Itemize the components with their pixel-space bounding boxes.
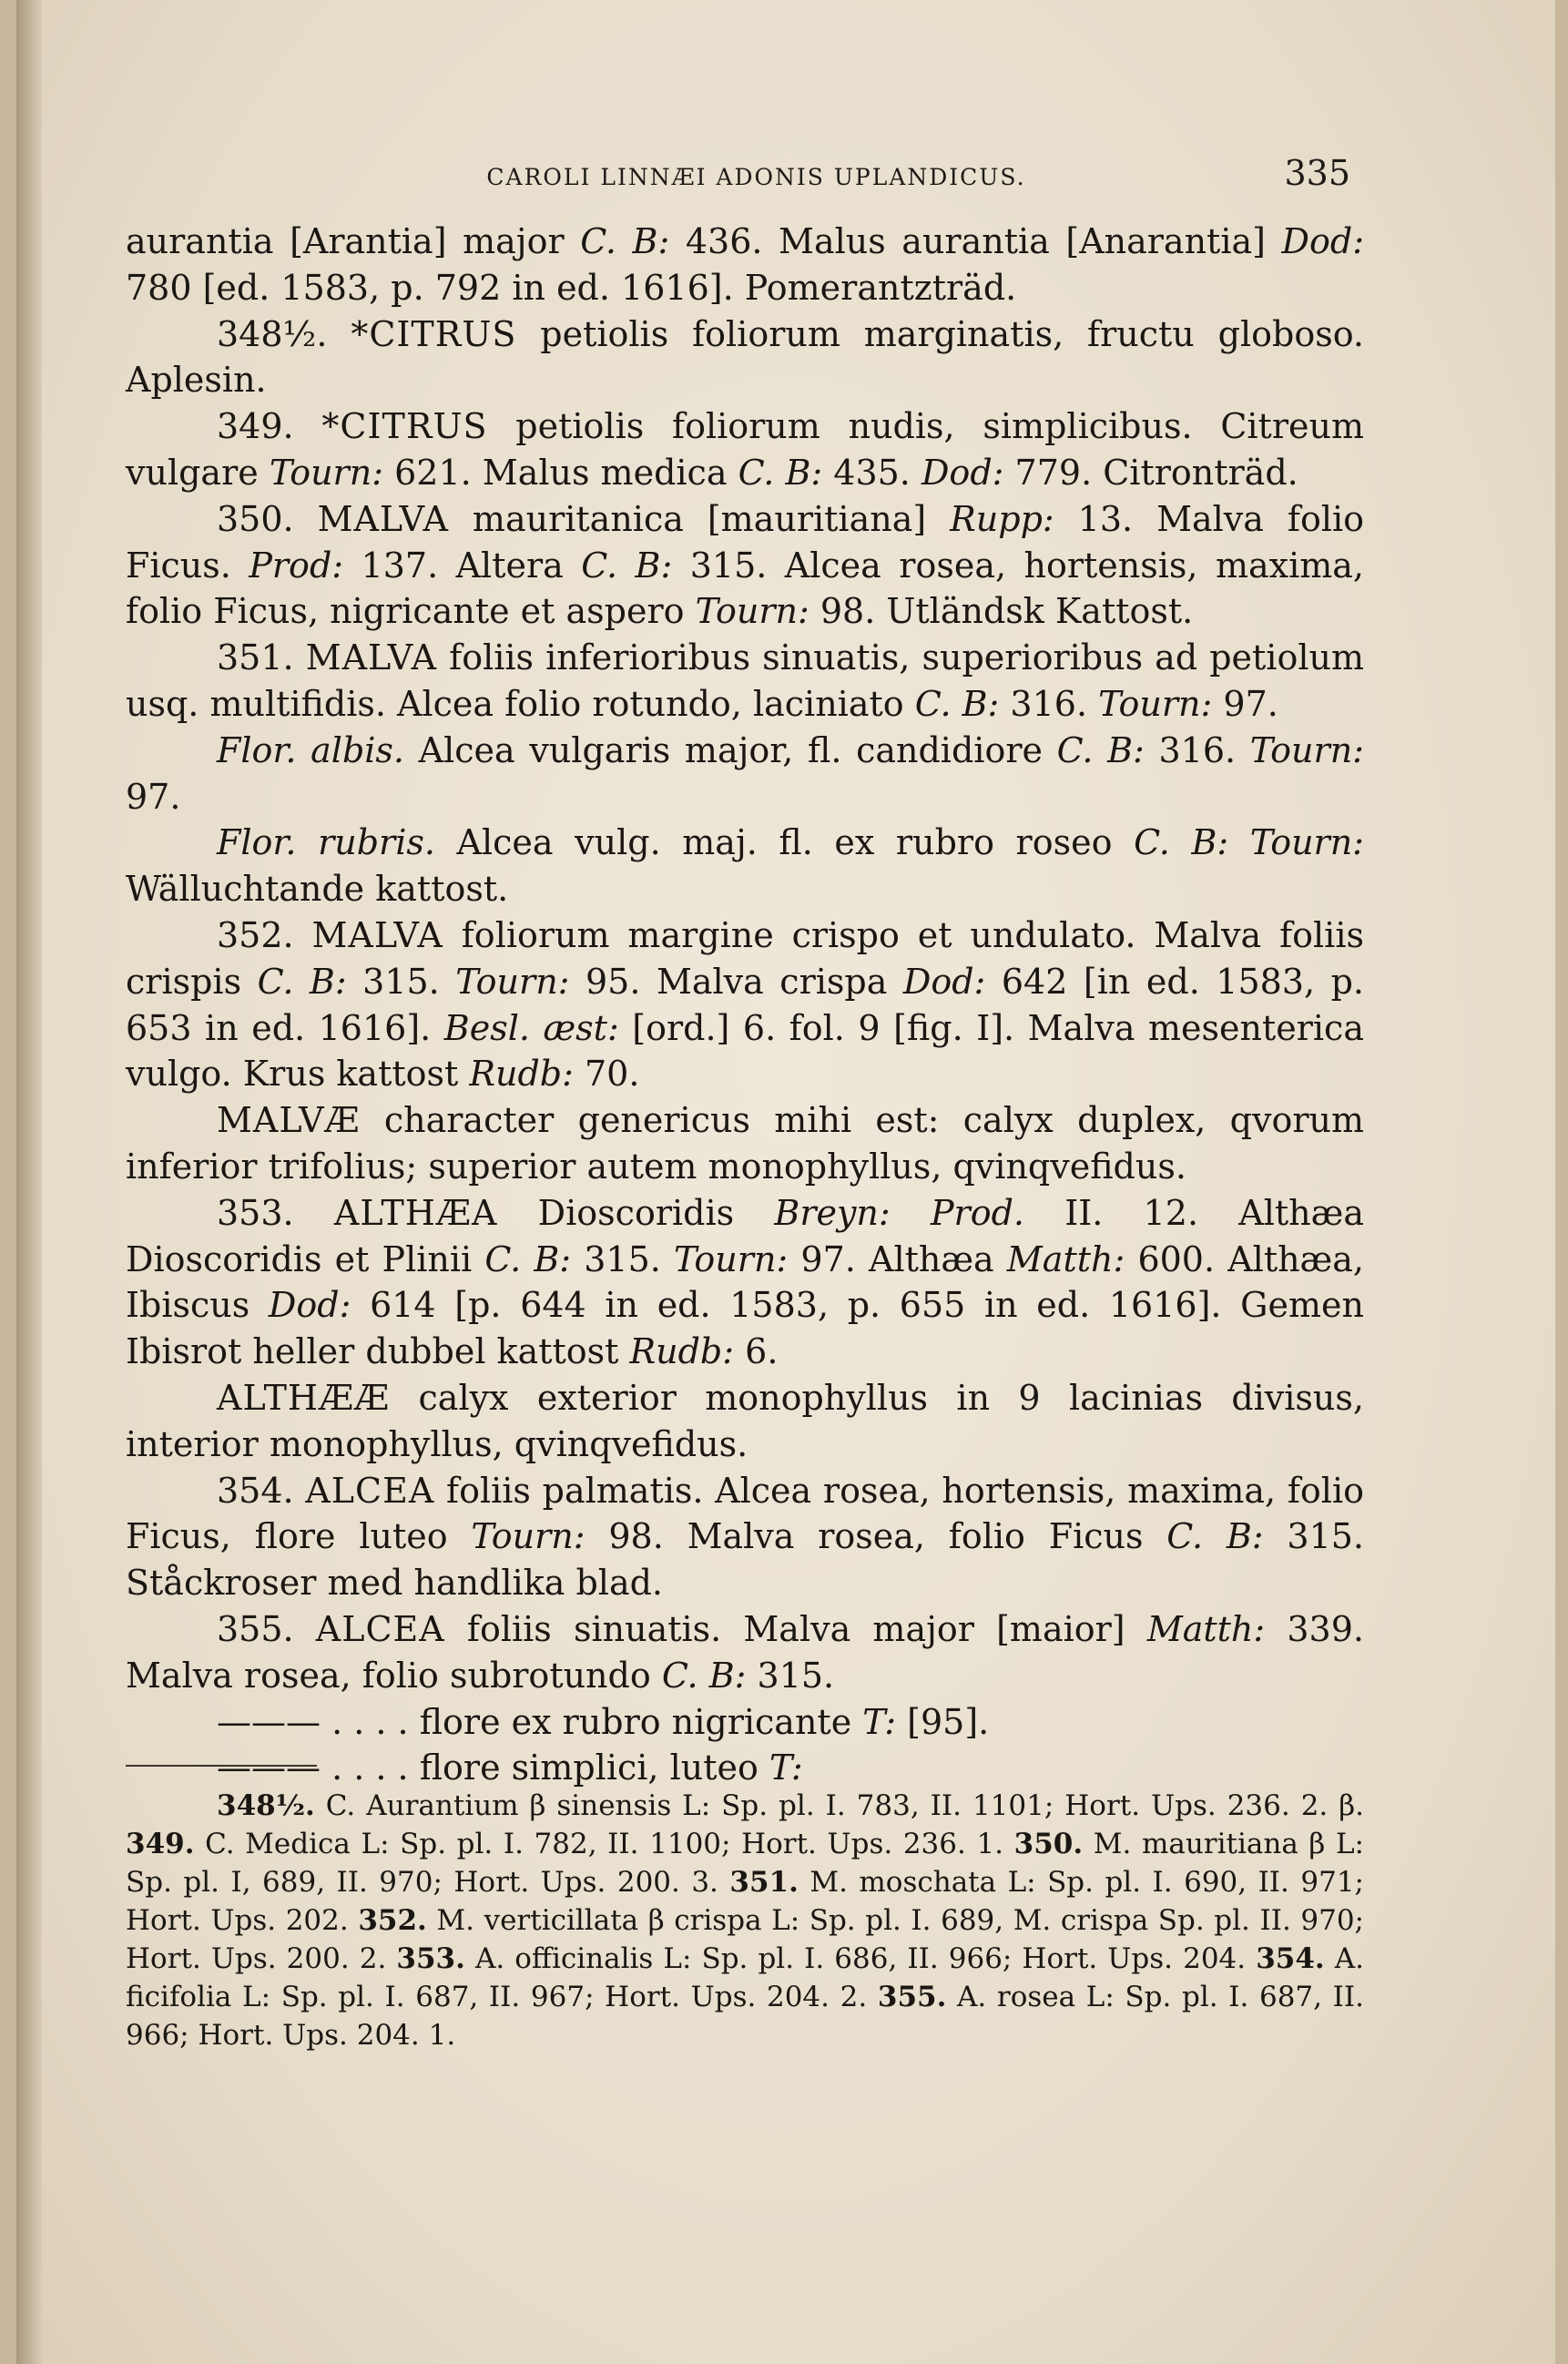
running-head [162, 153, 1350, 208]
entry-351-variety-albis: Flor. albis. Alcea vulgaris major, fl. candidiore C. B: 316. Tourn: 97. [126, 729, 1364, 817]
entry-349: 349. *CITRUS petiolis foliorum nudis, simplicibus. Citreum vulgare Tourn: 621. Malus medica C. B: 435. Dod: 779. Citronträd. [126, 406, 1364, 493]
footnote-divider [126, 1765, 317, 1767]
malvae-character: MALVÆ character genericus mihi est: calyx duplex, qvorum inferior trifolius; superior autem monophyllus, qvinqvefidus. [126, 1100, 1364, 1187]
althaeae-character: ALTHÆÆ calyx exterior monophyllus in 9 lacinias divisus, interior monophyllus, qvinqvefidus. [126, 1377, 1364, 1464]
footnote-paragraph: 348½. C. Aurantium β sinensis L: Sp. pl. I. 783, II. 1101; Hort. Ups. 236. 2. β. 349. C. Medica L: Sp. pl. I. 782, II. 1100; Hort. Ups. 236. 1. 350. M. mauritiana β L: Sp. pl. I, 689, II. 970; Hort. Ups. 200. 3. 351. M. moschata L: Sp. pl. I. 690, II. 971; Hort. Ups. 202. 352. M. verticillata β crispa L: Sp. pl. I. 689, M. crispa Sp. pl. II. 970; Hort. Ups. 200. 2. 353. A. officinalis L: Sp. pl. I. 686, II. 966; Hort. Ups. 204. 354. A. ficifolia L: Sp. pl. I. 687, II. 967; Hort. Ups. 204. 2. 355. A. rosea L: Sp. pl. I. 687, II. 966; Hort. Ups. 204. 1. [126, 1789, 1364, 2052]
entry-355: 355. ALCEA foliis sinuatis. Malva major [maior] Matth: 339. Malva rosea, folio subrotundo C. B: 315. [126, 1608, 1364, 1696]
entry-352: 352. MALVA foliorum margine crispo et undulato. Malva foliis crispis C. B: 315. Tourn: 95. Malva crispa Dod: 642 [in ed. 1583, p. 653 in ed. 1616]. Besl. æst: [ord.] 6. fol. 9 [fig. I]. Malva mesenterica vulgo. Krus kattost Rudb: 70. [126, 914, 1364, 1095]
entry-354: 354. ALCEA foliis palmatis. Alcea rosea, hortensis, maxima, folio Ficus, flore luteo Tourn: 98. Malva rosea, folio Ficus C. B: 315. Ståckroser med handlika blad. [126, 1470, 1365, 1604]
main-text [126, 219, 1364, 1791]
entry-351-variety-rubris: Flor. rubris. Alcea vulg. maj. fl. ex rubro roseo C. B: Tourn: Wälluchtande kattost. [126, 822, 1364, 910]
page-spine-shadow [16, 0, 42, 2364]
entry-355-variety-2: ——— . . . . flore simplici, luteo T: [217, 1748, 803, 1788]
running-head-title: CAROLI LINNÆI ADONIS UPLANDICUS. [486, 164, 1026, 190]
entry-355-variety-1: ——— . . . . flore ex rubro nigricante T: [95]. [217, 1701, 990, 1742]
entry-351: 351. MALVA foliis inferioribus sinuatis, superioribus ad petiolum usq. multifidis. Alcea folio rotundo, laciniato C. B: 316. Tourn: 97. [126, 637, 1364, 724]
entry-348-half: 348½. *CITRUS petiolis foliorum marginatis, fructu globoso. Aplesin. [126, 313, 1364, 401]
entry-350: 350. MALVA mauritanica [mauritiana] Rupp: 13. Malva folio Ficus. Prod: 137. Altera C. B: 315. Alcea rosea, hortensis, maxima, folio Ficus, nigricante et aspero Tourn: 98. Utländsk Kattost. [126, 498, 1365, 632]
entry-353: 353. ALTHÆA Dioscoridis Breyn: Prod. II. 12. Althæa Dioscoridis et Plinii C. B: 315. Tourn: 97. Althæa Matth: 600. Althæa, Ibiscus Dod: 614 [p. 644 in ed. 1583, p. 655 in ed. 1616]. Gemen Ibisrot heller dubbel kattost Rudb: 6. [126, 1192, 1365, 1372]
footnotes [126, 1787, 1364, 2054]
book-page [16, 0, 1555, 2364]
paragraph-aurantia: aurantia [Arantia] major C. B: 436. Malus aurantia [Anarantia] Dod: 780 [ed. 1583, p. 792 in ed. 1616]. Pomerantzträd. [126, 221, 1365, 308]
page-number: 335 [1284, 153, 1350, 193]
